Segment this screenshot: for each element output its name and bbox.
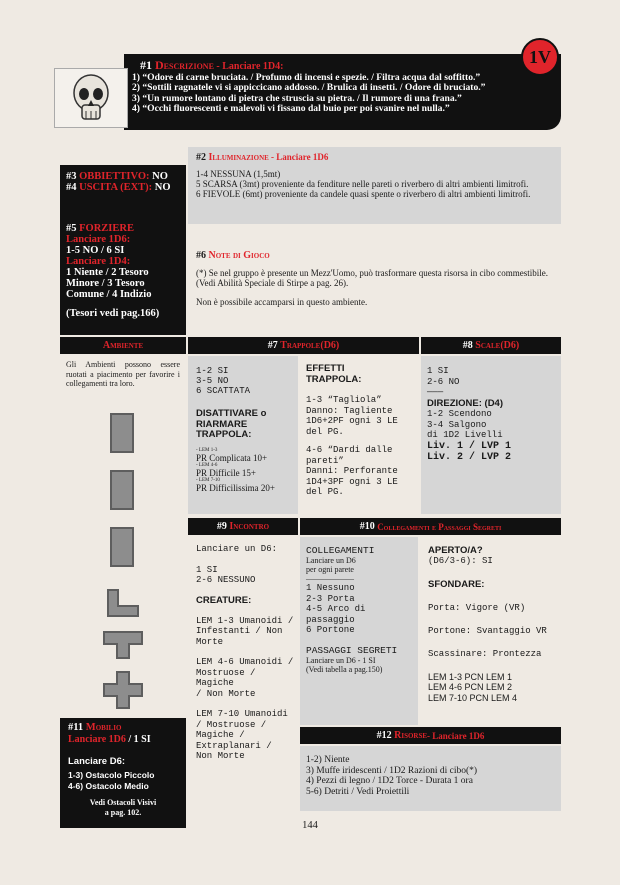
corridor-tile-icon bbox=[110, 470, 134, 510]
description-box bbox=[124, 54, 561, 130]
ambiente-header: Ambiente bbox=[60, 337, 186, 354]
description-line-2: 2) “Sottili ragnatele vi si appiccicano addosso. / Brulica di insetti. / Odore di bruciato.” bbox=[132, 82, 486, 94]
crossroad-tile-icon bbox=[102, 670, 144, 710]
scale-header: #8 Scale (D6) bbox=[421, 337, 561, 354]
ambiente-text: Gli Ambienti possono essere ruotati a piacimento per favorire i collegamenti tra loro. bbox=[66, 360, 180, 388]
note-title: #6 Note di Gioco bbox=[196, 250, 270, 261]
pr-list: - LEM 1-3 PR Complicata 10+ - LEM 4-6 PR Difficile 15+ - LEM 7-10 PR Difficilissima 20+ bbox=[196, 448, 275, 493]
illuminazione-box bbox=[188, 147, 561, 224]
corner-tile-icon bbox=[104, 588, 142, 618]
risorse-header: #12 Risorse - Lanciare 1D6 bbox=[300, 727, 561, 744]
collegamenti-header: #10 Collegamenti e Passaggi Segreti bbox=[300, 518, 561, 535]
disattivare-label: DISATTIVARE o RIARMARE TRAPPOLA: bbox=[196, 408, 267, 440]
forziere-block: #5 FORZIERE Lanciare 1D6: 1-5 NO / 6 SI Lanciare 1D4: 1 Niente / 2 Tesoro Minore / 3 Tesoro Comune / 4 Indizio (Tesori vedi pag.166) bbox=[66, 223, 160, 319]
incontro-header: #9 Incontro bbox=[188, 518, 298, 535]
room-info-column bbox=[60, 165, 186, 335]
page-number: 144 bbox=[302, 820, 318, 831]
skull-icon bbox=[54, 68, 128, 128]
uscita-row: #4 USCITA (EXT): NO bbox=[66, 182, 171, 193]
note-text: (*) Se nel gruppo è presente un Mezz'Uomo, può trasformare questa risorsa in cibo commestibile. (Vedi Abilità Speciale di Stirpe a pag. 26). Non è possibile accamparsi in questo ambiente. bbox=[196, 268, 549, 307]
description-line-4: 4) “Occhi fluorescenti e malevoli vi fissano dal buio per poi svanire nel nulla.” bbox=[132, 103, 450, 115]
illuminazione-title: #2 Illuminazione - Lanciare 1D6 bbox=[196, 152, 329, 163]
corridor-tile-icon bbox=[110, 527, 134, 567]
corridor-tile-icon bbox=[110, 413, 134, 453]
room-badge: 1V bbox=[521, 38, 559, 76]
incontro-text: Lanciare un D6: 1 SI 2-6 NESSUNO CREATURE: LEM 1-3 Umanoidi / Infestanti / Non Morte LEM 4-6 Umanoidi / Mostruose / Magiche / Non Morte LEM 7-10 Umanoidi / Mostruose / Magiche / Extraplanari / Non Morte bbox=[196, 544, 294, 761]
description-line-3: 3) “Un rumore lontano di pietra che struscia su pietra. / Il rumore di una frana.” bbox=[132, 92, 462, 104]
description-line-1: 1) “Odore di carne bruciata. / Profumo di incensi e spezie. / Filtra acqua dal soffitto.” bbox=[132, 72, 481, 83]
sfondare-text: APERTO/A? (D6/3-6): SI SFONDARE: Porta: Vigore (VR) Portone: Svantaggio VR Scassinare: Prontezza LEM 1-3 PCN LEM 1 LEM 4-6 PCN LEM 2 LEM 7-10 PCN LEM 4 bbox=[428, 545, 547, 703]
trappole-effects: EFFETTI TRAPPOLA: 1-3 “Tagliola” Danno: Tagliente 1D6+2PF ogni 3 LE del PG. 4-6 “Dardi dalle pareti” Danni: Perforante 1D4+3PF ogni 3 LE del PG. bbox=[306, 363, 398, 497]
obiettivo-row: #3 OBBIETTIVO: NO bbox=[66, 171, 168, 182]
collegamenti-box: COLLEGAMENTI Lanciare un D6 per ogni parete —————— 1 Nessuno 2-3 Porta 4-5 Arco di passaggio 6 Portone PASSAGGI SEGRETI Lanciare un D6 - 1 SI (Vedi tabella a pag.150) bbox=[300, 537, 418, 725]
illuminazione-text: 1-4 NESSUNA (1,5mt) 5 SCARSA (3mt) proveniente da fenditure nelle pareti o riverbero di altri ambienti limitrofi. 6 FIEVOLE (6mt) proveniente da candele quasi spente o riverbero di altri ambienti limitrofi. bbox=[196, 169, 531, 199]
description-title: #1 Descrizione - Lanciare 1D4: bbox=[140, 58, 284, 72]
trappole-header: #7 Trappole (D6) bbox=[188, 337, 419, 354]
risorse-box: 1-2) Niente 3) Muffe iridescenti / 1D2 Razioni di cibo(*) 4) Pezzi di legno / 1D2 Torce - Durata 1 ora 5-6) Detriti / Vedi Proiettili bbox=[300, 746, 561, 811]
scale-box: 1 SI 2-6 NO ——— DIREZIONE: (D4) 1-2 Scendono 3-4 Salgono di 1D2 Livelli Liv. 1 / LVP 1 Liv. 2 / LVP 2 bbox=[421, 356, 561, 514]
trappole-left-box: 1-2 SI 3-5 NO 6 SCATTATA DISATTIVARE o RIARMARE TRAPPOLA: - LEM 1-3 PR Complicata 10+ - LEM 4-6 PR Difficile 15+ - LEM 7-10 PR Difficilissima 20+ bbox=[188, 356, 298, 514]
mobilio-box: #11 Mobilio Lanciare 1D6 / 1 SI Lanciare D6: 1-3) Ostacolo Piccolo 4-6) Ostacolo Medio Vedi Ostacoli Visivi a pag. 102. bbox=[60, 718, 186, 828]
t-junction-tile-icon bbox=[102, 630, 144, 660]
